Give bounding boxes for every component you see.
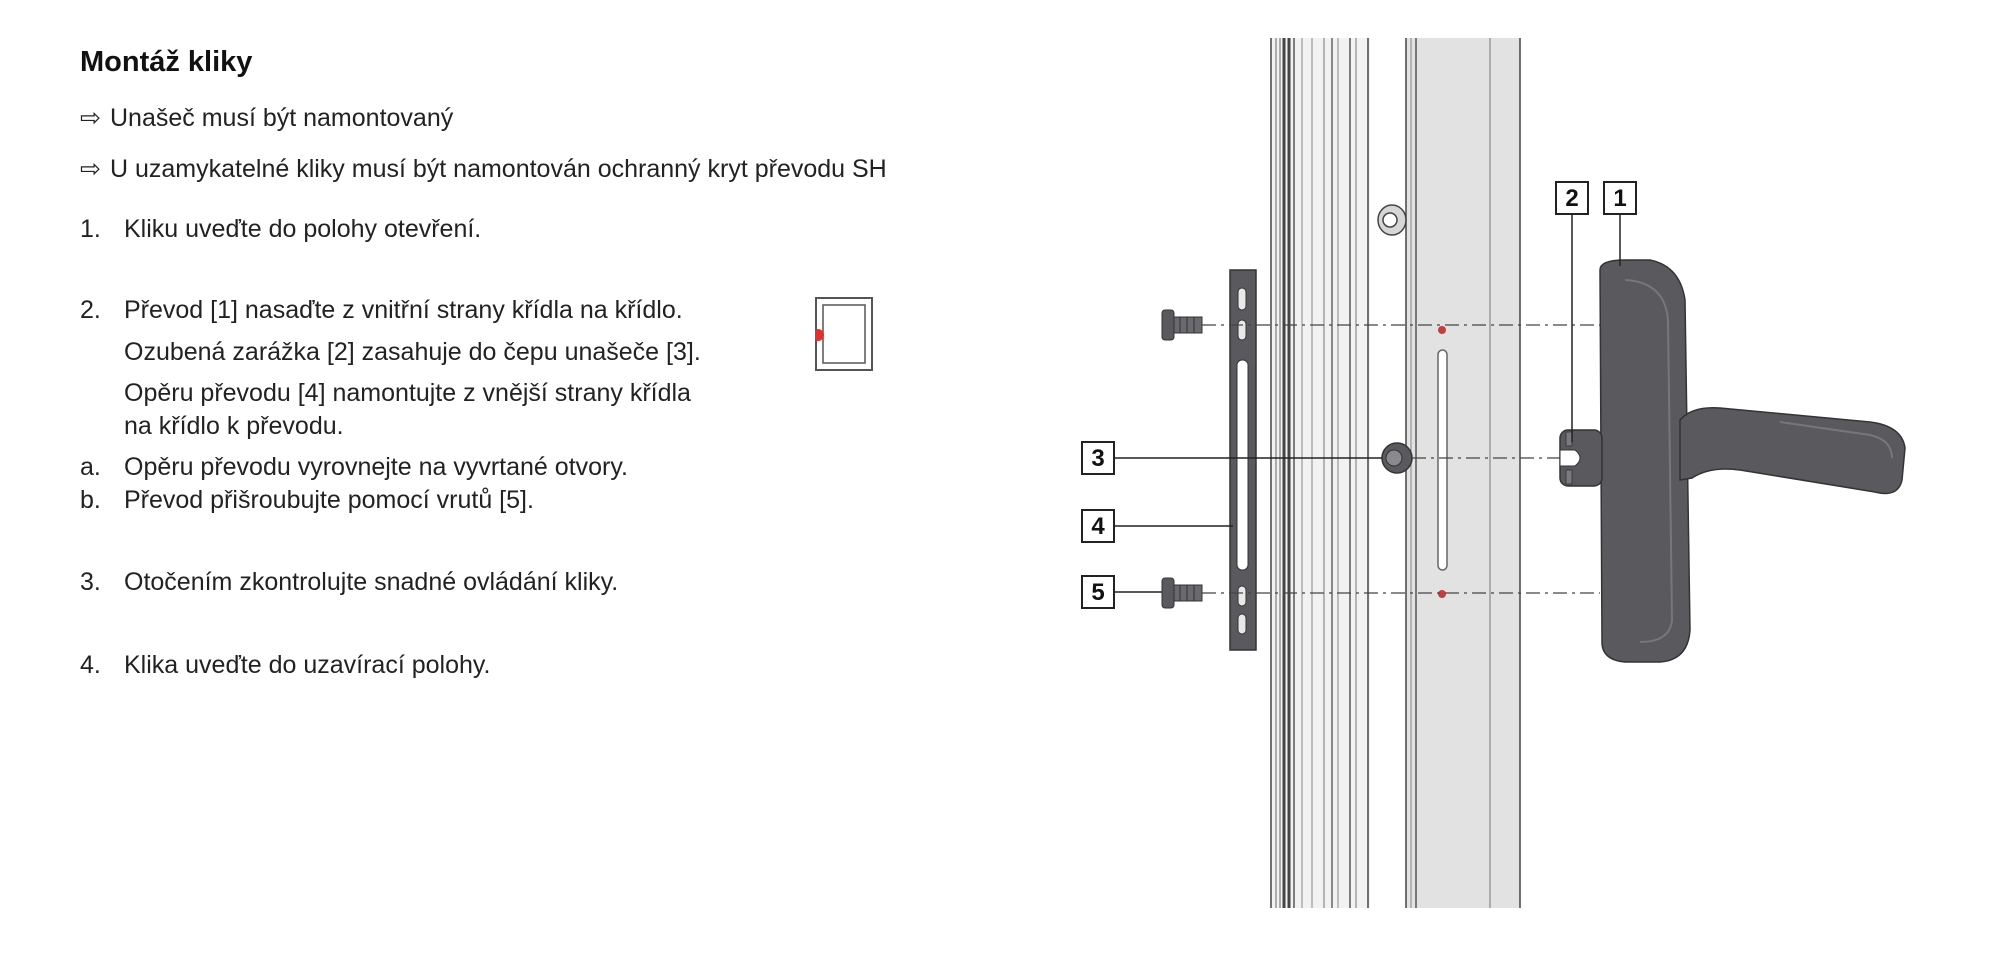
drill-hole-top <box>1438 326 1446 334</box>
window-handle <box>1560 260 1905 662</box>
callout-box-3 <box>1082 442 1114 474</box>
callout-box-5 <box>1082 576 1114 608</box>
svg-text:1: 1 <box>1613 185 1627 212</box>
prerequisite-text: U uzamykatelné kliky musí být namontován ochranný kryt převodu SH <box>110 155 887 183</box>
step-number: 2. <box>80 296 101 324</box>
step-text: Kliku uveďte do polohy otevření. <box>124 215 482 243</box>
window-frame-profile <box>1270 38 1370 908</box>
prerequisite-item <box>80 103 453 133</box>
step-2-line-4: na křídlo k převodu. <box>124 412 344 440</box>
screw-bottom <box>1162 578 1202 608</box>
callout-box-1 <box>1604 182 1636 214</box>
svg-text:4: 4 <box>1091 513 1105 540</box>
step-3 <box>80 568 618 597</box>
svg-text:3: 3 <box>1091 445 1105 472</box>
callout-box-2 <box>1556 182 1588 214</box>
handle-mounting-diagram <box>1080 30 1980 920</box>
callout-box-4 <box>1082 510 1114 542</box>
svg-text:2: 2 <box>1565 185 1579 212</box>
arrow-right-icon: ⇨ <box>80 155 101 183</box>
step-number: a. <box>80 453 101 481</box>
step-a <box>80 453 628 482</box>
prerequisite-text: Unašeč musí být namontovaný <box>110 104 454 132</box>
prerequisite-item <box>80 154 887 184</box>
step-text: Převod přišroubujte pomocí vrutů [5]. <box>124 486 534 514</box>
step-1 <box>80 215 481 244</box>
step-4 <box>80 651 491 680</box>
page-title: Montáž kliky <box>80 46 253 78</box>
frame-fitting <box>1378 205 1406 235</box>
step-number: 1. <box>80 215 101 243</box>
step-number: 3. <box>80 568 101 596</box>
arrow-right-icon: ⇨ <box>80 104 101 132</box>
step-2-line-3: Opěru převodu [4] namontujte z vnější strany křídla <box>124 379 691 407</box>
step-text: Opěru převodu vyrovnejte na vyvrtané otvory. <box>124 453 628 481</box>
window-sash-profile <box>1406 38 1520 908</box>
step-number: b. <box>80 486 101 514</box>
driver-pin <box>1382 443 1412 473</box>
window-sash-inside-symbol <box>815 297 873 371</box>
step-2-line-2: Ozubená zarážka [2] zasahuje do čepu unašeče [3]. <box>124 338 701 366</box>
svg-text:5: 5 <box>1091 579 1105 606</box>
step-b <box>80 486 534 515</box>
step-text: Převod [1] nasaďte z vnitřní strany křídla na křídlo. <box>124 296 683 324</box>
step-number: 4. <box>80 651 101 679</box>
step-text: Klika uveďte do uzavírací polohy. <box>124 651 491 679</box>
step-2 <box>80 296 683 325</box>
step-text: Otočením zkontrolujte snadné ovládání kliky. <box>124 568 619 596</box>
screw-top <box>1162 310 1202 340</box>
drill-hole-bottom <box>1438 590 1446 598</box>
